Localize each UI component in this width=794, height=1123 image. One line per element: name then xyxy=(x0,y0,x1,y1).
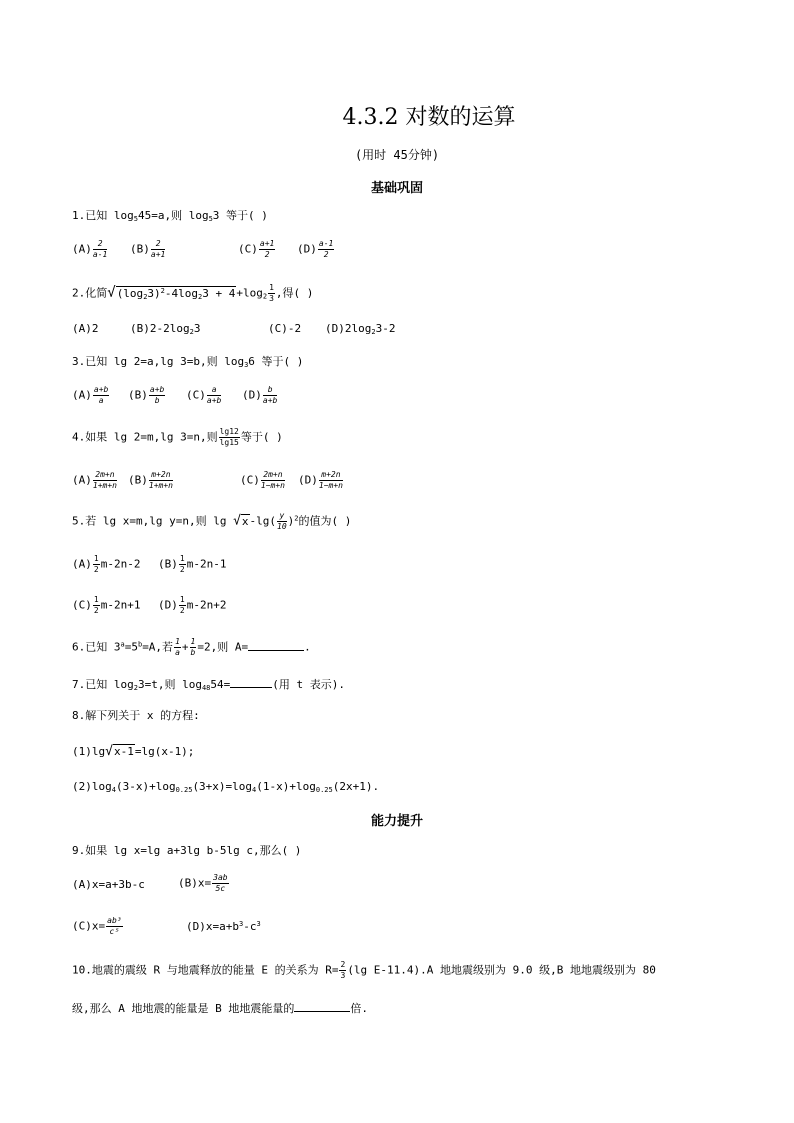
question-3-option-a: (A) $\frac{a+b}{a}$ xyxy=(72,385,109,405)
question-1-stem: 1.已知 $\log_545=a$,则 $\log_53$ 等于( ) xyxy=(72,209,268,223)
question-2-option-b: $(B)2-2\log_23$ xyxy=(130,322,201,336)
question-2-option-a: (A)2 xyxy=(72,322,99,335)
question-8-part-2: $(2)\log_4(3-x)+\log_{0.25}(3+x)=\log_4(1-x)+\log_{0.25}(2x+1)$. xyxy=(72,780,380,794)
question-6-stem: 6.已知 $3^a=5^b=A$,若 $\frac{1}{a}$ + $\frac{1}{b}$ =2,则 A= . xyxy=(72,637,311,657)
question-9-option-a: (A)x=a+3b-c xyxy=(72,878,145,891)
question-5-option-b: (B) $\frac{1}{2}$ m-2n-1 xyxy=(158,554,227,574)
question-5-option-c: (C) $\frac{1}{2}$ m-2n+1 xyxy=(72,595,141,615)
question-9-option-c: (C)x= $\frac{\text{ab³}}{\text{c⁵}}$ xyxy=(72,916,122,936)
question-4-stem: 4.如果 lg 2=m,lg 3=n,则 $\frac{\lg 12}{\lg 15}$ 等于( ) xyxy=(72,427,283,447)
answer-blank xyxy=(230,677,272,688)
question-9-option-d: $(D)x=a+b^3-c^3$ xyxy=(186,920,261,933)
question-3-option-c: (C) $\frac{a}{a+b}$ xyxy=(186,385,222,405)
question-3-option-d: (D) $\frac{b}{a+b}$ xyxy=(242,385,278,405)
question-10-line-1: 10.地震的震级 R 与地震释放的能量 E 的关系为 R= $\frac{2}{3}$ (lg E-11.4).A 地地震级别为 9.0 级,B 地地震级别为 80 xyxy=(72,960,656,980)
question-4-option-c: (C) $\frac{2m+n}{1-m+n}$ xyxy=(240,470,285,490)
question-4-option-a: (A) $\frac{2m+n}{1+m+n}$ xyxy=(72,470,117,490)
question-1-option-c: (C) $\frac{a+1}{2}$ xyxy=(238,239,275,259)
section-basic-heading: 基础巩固 xyxy=(370,181,423,196)
page-title: 4.3.2 对数的运算 xyxy=(342,105,516,130)
sqrt-expression: $(\log_23)^2-4\log_23 + 4$ xyxy=(116,286,236,301)
question-8-stem: 8.解下列关于 x 的方程: xyxy=(72,709,200,722)
question-1-option-b: (B) $\frac{2}{a+1}$ xyxy=(130,239,166,259)
answer-blank xyxy=(294,1001,350,1012)
question-9-stem: 9.如果 lg x=lg a+3lg b-5lg c,那么( ) xyxy=(72,844,302,857)
question-2-option-c: (C)-2 xyxy=(268,322,302,335)
question-3-stem: 3.已知 lg 2=a,lg 3=b,则 $\log_36$ 等于( ) xyxy=(72,355,304,369)
question-2-stem: 2.化简$√(\log_23)^2-4\log_23 + 4+\log_2$ $\frac{1}{3}$ ,得( ) xyxy=(72,283,314,303)
question-4-option-d: (D) $\frac{m+2n}{1-m+n}$ xyxy=(298,470,343,490)
question-5-option-a: (A) $\frac{1}{2}$ m-2n-2 xyxy=(72,554,141,574)
question-4-option-b: (B) $\frac{m+2n}{1+m+n}$ xyxy=(128,470,173,490)
question-7-stem: 7.已知 $\log_23=t$,则 $\log_{48}54=$ (用 t 表示). xyxy=(72,678,346,692)
question-10-line-2: 级,那么 A 地地震的能量是 B 地地震能量的 倍. xyxy=(72,1002,368,1015)
question-2-option-d: $(D)2\log_23-2$ xyxy=(325,322,396,336)
question-5-stem: 5.若 lg x=m,lg y=n,则 lg √x-lg( $\frac{y}{10}$ )$^2$的值为( ) xyxy=(72,511,352,531)
question-8-part-1: (1)lg√x-1=lg(x-1); xyxy=(72,744,195,759)
question-3-option-b: (B) $\frac{a+b}{b}$ xyxy=(128,385,165,405)
time-limit: (用时 45分钟) xyxy=(354,148,440,162)
question-9-option-b: (B)x= $\frac{3ab}{5c}$ xyxy=(178,873,228,893)
answer-blank xyxy=(248,640,304,651)
question-1-option-d: (D) $\frac{a-1}{2}$ xyxy=(297,239,334,259)
question-5-option-d: (D) $\frac{1}{2}$ m-2n+2 xyxy=(158,595,227,615)
section-advanced-heading: 能力提升 xyxy=(370,814,423,829)
question-1-option-a: (A) $\frac{2}{a-1}$ xyxy=(72,239,108,259)
